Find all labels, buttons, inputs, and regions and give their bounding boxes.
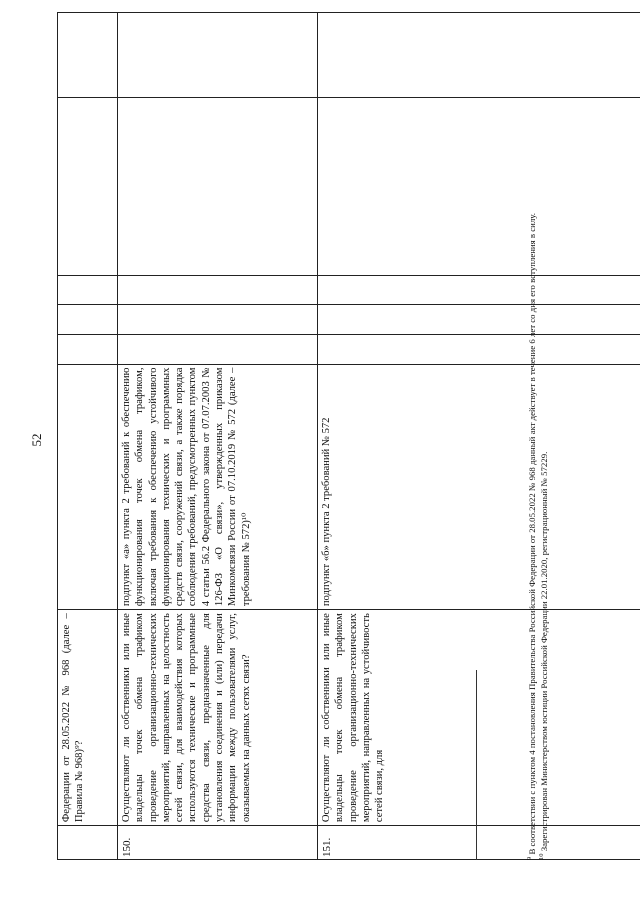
table-cell — [118, 305, 318, 335]
table-row — [58, 13, 118, 860]
footnote-mark: 9 — [526, 856, 534, 860]
page-number: 52 — [29, 433, 44, 447]
footnote — [526, 0, 538, 860]
footnotes — [526, 0, 550, 860]
footnote — [538, 0, 550, 860]
row-number: 151. — [318, 826, 640, 860]
table-cell — [58, 826, 118, 860]
footnote-separator — [476, 670, 477, 860]
table-cell — [318, 334, 640, 364]
table-cell — [318, 275, 640, 305]
table-cell — [118, 97, 318, 275]
table-cell — [318, 13, 640, 98]
footnote-text: Зарегистрирован Министерством юстиции Российской Федерации 22.01.2020, регистрационный № 57229. — [539, 451, 549, 852]
footnote-text: В соответствии с пунктом 4 постановления Правительства Российской Федерации от 28.05.2022 № 968 данный акт действует в течение 6 лет со дня его вступления в силу. — [527, 213, 537, 855]
table-row — [318, 13, 640, 860]
table-cell — [318, 305, 640, 335]
table-cell — [318, 97, 640, 275]
table-cell — [118, 13, 318, 98]
table-cell — [58, 364, 118, 610]
row-number: 150. — [118, 826, 318, 860]
requirements-cell — [118, 364, 318, 610]
question-text: Осуществляют ли собственники или иные владельцы точек обмена трафиком проведение организационно-технических мероприятий, направленных на устойчивость сетей связи, для — [321, 613, 386, 823]
table-row — [118, 13, 318, 860]
footnote-mark: 10 — [538, 853, 546, 860]
question-text: Осуществляют ли собственники или иные владельцы точек обмена трафиком проведение организационно-технических мероприятий, направленных на целостность сетей связи, для взаимодействия которых используются технические и программные средства связи, предназначенные для установления соединения и (или) передачи информации между пользователями услуг, оказываемых на данных сетях связи? — [121, 613, 252, 823]
question-cell — [118, 610, 318, 826]
question-cell — [318, 610, 640, 826]
table-cell — [58, 275, 118, 305]
requirements-text: подпункт «б» пункта 2 требований № 572 — [321, 417, 332, 607]
table-cell — [58, 13, 118, 98]
table-cell — [118, 275, 318, 305]
continuation-cell — [58, 610, 118, 826]
requirements-cell — [318, 364, 640, 610]
table-cell — [58, 305, 118, 335]
continuation-text: Федерации от 28.05.2022 № 968 (далее – Правила № 968)⁹? — [61, 613, 86, 823]
requirements-text: подпункт «а» пункта 2 требований к обеспечению функционирования точек обмена трафиком, включая требования к обеспечению устойчивого функционирования технических и программных средств связи, сооружений связи, а также порядка соблюдения требований, предусмотренных пунктом 4 статьи 56.2 Федерального закона от 07.07.2003 № 126-ФЗ «О связи», утвержденных приказом Минкомсвязи России от 07.10.2019 № 572 (далее – требования № 572)¹⁰ — [121, 367, 252, 607]
table-cell — [58, 97, 118, 275]
table-cell — [118, 334, 318, 364]
table-cell — [58, 334, 118, 364]
checklist-table — [57, 12, 640, 860]
